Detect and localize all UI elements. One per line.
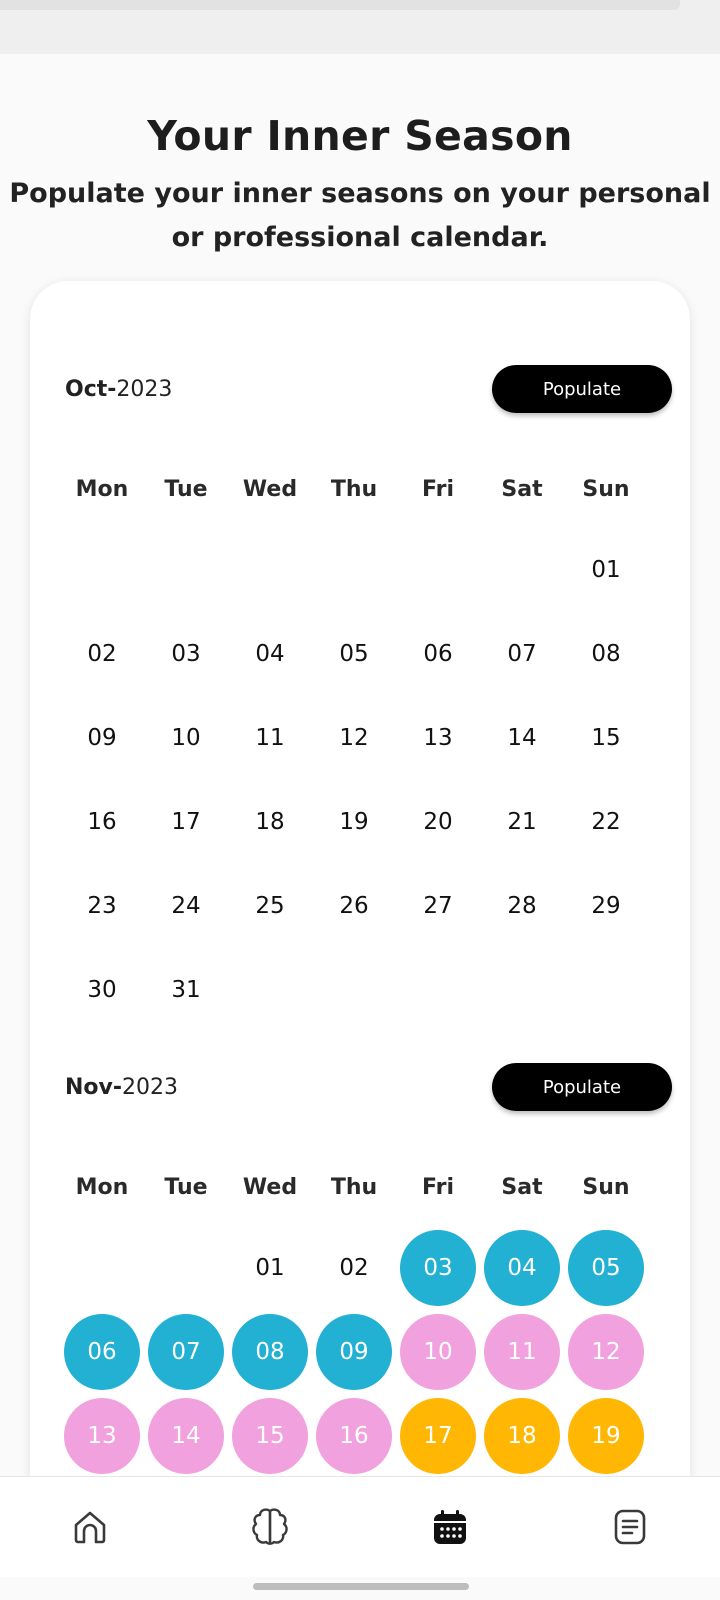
calendar-day[interactable]: 18 <box>255 809 285 835</box>
weekday-label: Mon <box>75 1175 129 1200</box>
month-header <box>65 365 685 415</box>
calendar-day[interactable]: 21 <box>507 809 537 835</box>
home-indicator <box>253 1583 469 1590</box>
calendar-day[interactable]: 15 <box>591 725 621 751</box>
calendar-day[interactable]: 25 <box>255 893 285 919</box>
calendar-day[interactable]: 07 <box>148 1314 224 1390</box>
month-label <box>65 377 172 402</box>
brain-icon <box>248 1505 292 1553</box>
calendar-day[interactable]: 27 <box>423 893 453 919</box>
calendar-day[interactable]: 02 <box>87 641 117 667</box>
month-separator: - <box>112 1075 123 1100</box>
calendar-day[interactable]: 24 <box>171 893 201 919</box>
page-title: Your Inner Season <box>147 112 573 160</box>
weekday-label: Tue <box>164 477 208 502</box>
calendar-day[interactable]: 02 <box>339 1255 369 1281</box>
calendar-day[interactable]: 22 <box>591 809 621 835</box>
top-bar <box>0 0 720 54</box>
calendar-day[interactable]: 17 <box>171 809 201 835</box>
nav-notes[interactable] <box>606 1505 654 1553</box>
calendar-day[interactable]: 10 <box>400 1314 476 1390</box>
calendar-day[interactable]: 08 <box>591 641 621 667</box>
calendar-icon <box>430 1507 470 1551</box>
month-header <box>65 1063 685 1113</box>
calendar-day[interactable]: 11 <box>484 1314 560 1390</box>
month-name: Nov <box>65 1075 113 1100</box>
weekday-label: Mon <box>75 477 129 502</box>
calendar-day[interactable]: 05 <box>339 641 369 667</box>
calendar-day[interactable]: 03 <box>171 641 201 667</box>
calendar-day[interactable]: 01 <box>591 557 621 583</box>
weekday-label: Tue <box>164 1175 208 1200</box>
calendar-day[interactable]: 05 <box>568 1230 644 1306</box>
weekday-label: Fri <box>421 477 454 502</box>
calendar-day[interactable]: 04 <box>484 1230 560 1306</box>
weekday-label: Wed <box>242 477 298 502</box>
calendar-day[interactable]: 14 <box>507 725 537 751</box>
calendar-day[interactable]: 20 <box>423 809 453 835</box>
month-separator: - <box>107 377 117 402</box>
calendar-day[interactable]: 12 <box>339 725 369 751</box>
populate-button[interactable]: Populate <box>492 1063 672 1111</box>
calendar-day[interactable]: 16 <box>316 1398 392 1474</box>
calendar-day[interactable]: 06 <box>423 641 453 667</box>
weekday-label: Fri <box>421 1175 454 1200</box>
calendar-day[interactable]: 17 <box>400 1398 476 1474</box>
calendar-day[interactable]: 29 <box>591 893 621 919</box>
calendar-day[interactable]: 01 <box>255 1255 285 1281</box>
calendar-day[interactable]: 09 <box>87 725 117 751</box>
weekday-label: Sat <box>501 1175 543 1200</box>
calendar-day[interactable]: 30 <box>87 977 117 1003</box>
bottom-nav <box>0 1476 720 1577</box>
calendar-day[interactable]: 03 <box>400 1230 476 1306</box>
calendar-day[interactable]: 15 <box>232 1398 308 1474</box>
calendar-day[interactable]: 13 <box>64 1398 140 1474</box>
calendar-day[interactable]: 12 <box>568 1314 644 1390</box>
populate-button[interactable]: Populate <box>492 365 672 413</box>
calendar-day[interactable]: 06 <box>64 1314 140 1390</box>
calendar-day[interactable]: 04 <box>255 641 285 667</box>
calendar-day[interactable]: 16 <box>87 809 117 835</box>
notes-icon <box>610 1507 650 1551</box>
calendar-day[interactable]: 11 <box>255 725 285 751</box>
calendar-day[interactable]: 19 <box>339 809 369 835</box>
calendar-day[interactable]: 07 <box>507 641 537 667</box>
month-year: 2023 <box>116 377 173 402</box>
calendar-day[interactable]: 08 <box>232 1314 308 1390</box>
calendar-day[interactable]: 23 <box>87 893 117 919</box>
calendar-day[interactable]: 19 <box>568 1398 644 1474</box>
calendar-day[interactable]: 26 <box>339 893 369 919</box>
nav-brain[interactable] <box>246 1505 294 1553</box>
weekday-label: Sun <box>582 1175 630 1200</box>
nav-home[interactable] <box>66 1505 114 1553</box>
weekday-label: Thu <box>330 1175 378 1200</box>
calendar-day[interactable]: 09 <box>316 1314 392 1390</box>
calendar-day[interactable]: 10 <box>171 725 201 751</box>
weekday-label: Sat <box>501 477 543 502</box>
weekday-label: Thu <box>330 477 378 502</box>
calendar-card <box>30 281 690 1481</box>
nav-calendar[interactable] <box>426 1505 474 1553</box>
home-icon <box>70 1507 110 1551</box>
weekday-label: Sun <box>582 477 630 502</box>
page-subtitle: Populate your inner seasons on your personal or professional calendar. <box>9 178 711 253</box>
calendar-day[interactable]: 18 <box>484 1398 560 1474</box>
calendar-day[interactable]: 28 <box>507 893 537 919</box>
calendar-day[interactable]: 14 <box>148 1398 224 1474</box>
month-name: Oct <box>65 377 108 402</box>
calendar-day[interactable]: 13 <box>423 725 453 751</box>
top-strip <box>0 0 680 10</box>
month-label <box>65 1075 178 1100</box>
calendar-day[interactable]: 31 <box>171 977 201 1003</box>
month-year: 2023 <box>122 1075 179 1100</box>
weekday-label: Wed <box>242 1175 298 1200</box>
